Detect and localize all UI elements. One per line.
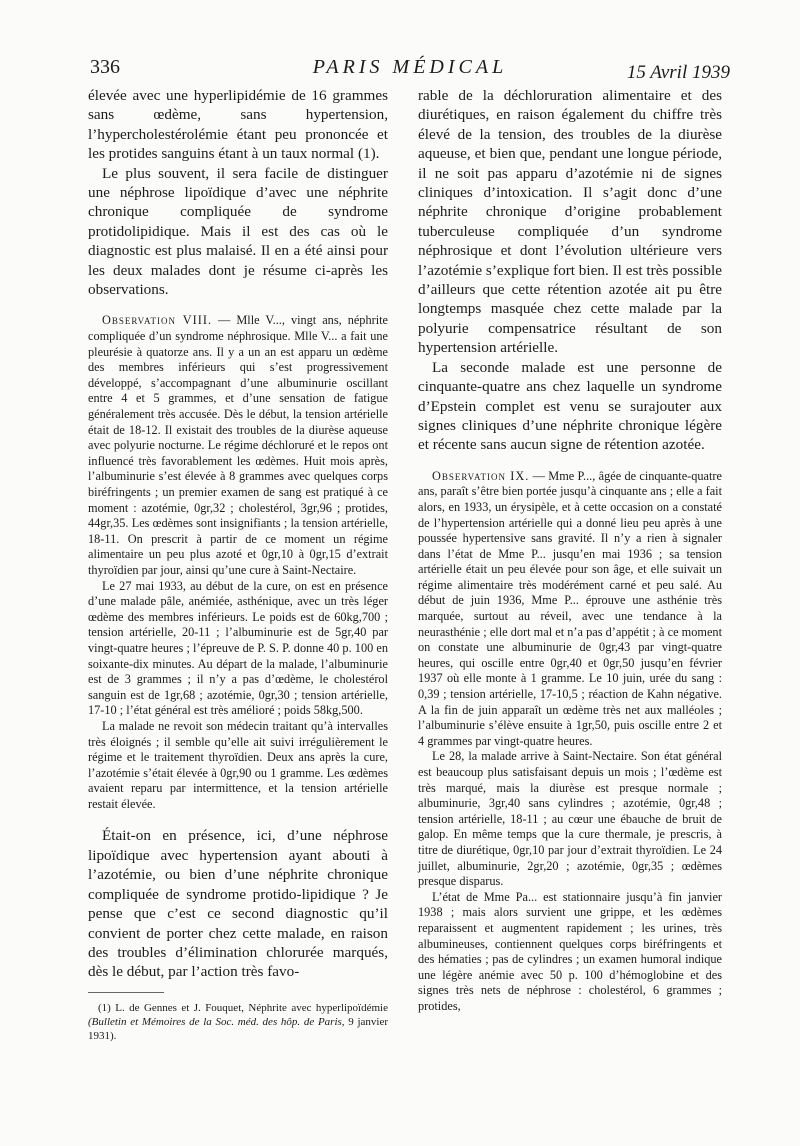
paragraph: La seconde malade est une personne de cinquante-quatre ans chez laquelle un syndrome d’Epstein complet est venu se surajouter aux signes cliniques d’une néphrite chronique légère et récente sans aucun signe de rétention azotée. [418,358,722,454]
journal-title: PARIS MÉDICAL [312,56,508,78]
footnote [88,1001,388,1043]
paragraph: élevée avec une hyperlipidémie de 16 grammes sans œdème, sans hypertension, l’hypercholestérolémie étant peu prononcée et les protides sanguins étant à un taux normal (1). [88,87,388,163]
observation-heading: Observation IX. [432,468,530,483]
issue-date: 15 Avril 1939 [626,62,730,83]
footnote-journal: (Bulletin et Mémoires de la Soc. méd. des hôp. de Paris [88,1015,342,1028]
observation-text: — Mme P..., âgée de cinquante-quatre ans, paraît s’être bien portée jusqu’à cinquante ans ; elle a fait alors, en 1933, un érysipèle, et à cette occasion on a constaté de l’hypertension artérielle qui a donné lieu peu après à une poussée hypertensive sans gravité. Il n’y a rien à signaler dans l’état de Mme P... jusqu’en mai 1936 ; sa tension artérielle était un peu élevée pour son âge, et elle suivait un régime alimentaire très modérément carné et peu salé. Au début de juin 1936, Mme P... éprouve une asthénie très marquée, surtout au réveil, avec une tendance à la neurasthénie ; elle dort mal et n’a pas d’appétit ; à ce moment on constate une albuminurie de 0gr,43 par vingt-quatre heures, qui oscille entre 0gr,40 et 0gr,50 jusqu’en février 1937 où elle monte à 1 gramme. Le 10 juin, urée du sang : 0,39 ; tension artérielle, 17-10,5 ; réaction de Kahn négative. A la fin de juin apparaît un œdème très net aux malléoles ; l’albuminurie s’élève ensuite à 1gr,50, puis oscille entre 2 et 4 grammes par vingt-quatre heures. [418,468,722,748]
observation-8-intro [88,313,388,578]
observation-paragraph: Le 28, la malade arrive à Saint-Nectaire. Son état général est beaucoup plus satisfaisant depuis un mois ; l’œdème est très marqué, mais la diurèse est presque normale ; albuminurie, 3gr,40 sans cylindres ; azotémie, 0gr,48 ; tension artérielle, 18-11 ; au cœur une ébauche de bruit de galop. En même temps que la cure thermale, je prescris, à titre de diurétique, 0gr,10 par jour d’extrait thyroïdien. Le 24 juillet, albuminurie, 2gr,20 ; azotémie, 0gr,35 ; œdèmes presque disparus. [418,749,722,889]
paragraph: Le plus souvent, il sera facile de distinguer une néphrose lipoïdique d’avec une néphrite chronique compliquée de syndrome protidolipidique. Mais il est des cas où le diagnostic est plus malaisé. Il en a été ainsi pour les deux malades dont je résume ci-après les observations. [88,164,388,299]
observation-heading: Observation VIII. [102,313,213,328]
footnote-authors: (1) L. de Gennes et J. Fouquet, Néphrite avec hyperlipoïdémie [98,1001,388,1014]
right-column [418,86,722,1015]
paragraph: Était-on en présence, ici, d’une néphrose lipoïdique avec hypertension ayant abouti à l’azotémie, ou bien d’une néphrite chronique compliquée de syndrome protido-lipidique ? Je pense que c’est ce second diagnostic qu’il convient de porter chez cette malade, en raison des troubles d’élimination chlorurée marqués, dès le début, par l’action très favo- [88,827,388,981]
page-header [90,52,730,88]
footnote-date: , 9 janvier 1931). [88,1015,388,1042]
observation-text: — Mlle V..., vingt ans, néphrite compliquée d’un syndrome néphrosique. Mlle V... a fait une pleurésie à quatorze ans. Il y a un an est apparu un œdème des membres inférieurs qui s’est progressivement développé, s’accompagnant d’une albuminurie oscillant entre 4 et 5 grammes, et d’une sensation de fatigue généralement très accusée. Dès le début, la tension artérielle était de 18-12. Il existait des troubles de la diurèse aqueuse avec polyurie nocturne. Le régime déchloruré et le repos ont influencé très favorablement les œdèmes. Huit mois après, l’albuminurie s’est élevée à 8 grammes avec quelques corps biréfringents ; un premier examen de sang est pratiqué à ce moment : azotémie, 0gr,32 ; cholestérol, 3gr,96 ; protides, 44gr,35. Les œdèmes sont insignifiants ; la tension artérielle, 18-11. On prescrit à partir de ce moment un régime alimentaire un peu plus azoté et 0gr,10 à 0gr,15 d’extrait thyroïdien par jour, ainsi qu’une cure à Saint-Nectaire. [88,313,388,577]
paragraph: rable de la déchloruration alimentaire et des diurétiques, en raison également du chiffre très élevé de la tension, des troubles de la diurèse aqueuse, et bien que, pendant une longue période, il ne soit pas apparu d’azotémie ni de signes cliniques d’intoxication. Il s’agit donc d’une néphrite chronique d’origine probablement tuberculeuse compliquée d’un syndrome néphrosique et dont l’évolution ultérieure vers l’azotémie s’explique fort bien. Il est très possible d’ailleurs que cette rétention azotée ait pu être longtemps masquée chez cette malade par la polyurie compensatrice résultant de son hypertension artérielle. [418,87,722,357]
observation-paragraph: La malade ne revoit son médecin traitant qu’à intervalles très éloignés ; il semble qu’elle ait suivi irrégulièrement le régime et le traitement thyroïdien. Deux ans après la cure, l’azotémie s’était élevée à 0gr,90 ou 1 gramme. Les œdèmes avaient reparu par intermittence, et la tension artérielle restait élevée. [88,718,388,811]
observation-9-intro [418,469,722,750]
observation-paragraph: Le 27 mai 1933, au début de la cure, on est en présence d’une malade pâle, anémiée, asthénique, avec un très léger œdème des membres inférieurs. Le poids est de 60kg,700 ; tension artérielle, 20-11 ; l’albuminurie est de 5gr,40 par vingt-quatre heures ; l’épreuve de P. S. P. donne 40 p. 100 en soixante-dix minutes. Au départ de la malade, l’albuminurie est de 3 grammes ; il n’y a pas d’œdème, le cholestérol sanguin est de 1gr,68 ; azotémie, 0gr,30 ; tension artérielle, 17-10 ; l’état général est très amélioré ; poids 58kg,500. [88,578,388,718]
footnote-rule [88,992,164,993]
left-column [88,86,388,1043]
page-number: 336 [90,56,120,78]
observation-paragraph: L’état de Mme Pa... est stationnaire jusqu’à fin janvier 1938 ; mais alors survient une grippe, et les œdèmes reparaissent et augmentent rapidement ; les urines, très albumineuses, contiennent quelques corps biréfringents et des hématies ; pas de cylindres ; un examen humoral indique une légère anémie avec 50 p. 100 d’hémoglobine et des signes très nets de néphrose : cholestérol, 6 grammes ; protides, [418,889,722,1013]
